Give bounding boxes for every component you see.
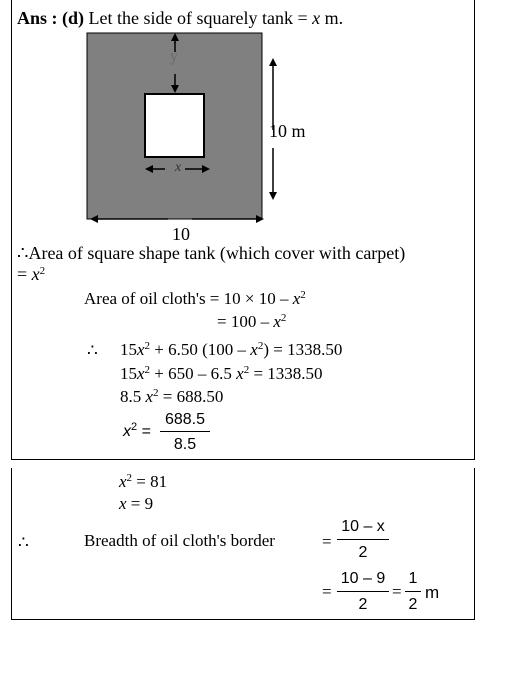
area-tank-line: ∴Area of square shape tank (which cover with carpet) <box>17 243 406 263</box>
eq-part: + 6.50 (100 – <box>150 340 251 359</box>
equation-line-1 <box>120 340 342 360</box>
eq-part: = 688.50 <box>158 387 224 406</box>
fraction-denominator: 8.5 <box>160 431 210 454</box>
eq-part: = 81 <box>132 472 168 491</box>
var-x: x <box>292 289 301 308</box>
var-x: x <box>119 494 127 513</box>
exp-2: 2 <box>300 289 306 301</box>
exp-2: 2 <box>126 472 133 484</box>
equation-line-2 <box>120 364 323 384</box>
breadth-label: Breadth of oil cloth's border <box>84 531 275 550</box>
fraction-denominator: 2 <box>337 539 389 562</box>
answer-text: Let the side of squarely tank = <box>88 8 313 28</box>
equals-sign: = <box>17 264 32 284</box>
equation-line-6 <box>119 494 153 514</box>
eq-part: 15 <box>120 340 137 359</box>
eq-part: = 9 <box>126 494 154 513</box>
fraction-numerator: 10 – x <box>341 518 385 535</box>
var-x: x <box>236 364 244 383</box>
oil-cloth-area-result <box>217 312 286 332</box>
fraction-10-minus-x <box>337 518 389 562</box>
var-x: x <box>137 340 145 359</box>
x-label: x <box>175 160 182 175</box>
eq-part: ) = 1338.50 <box>263 340 343 359</box>
equation-line-3 <box>120 387 223 407</box>
var-x: x <box>273 312 281 331</box>
exp-2: 2 <box>153 387 159 399</box>
tank-square <box>145 94 204 157</box>
var-x: x <box>123 423 131 440</box>
oil-cloth-area-line <box>84 289 306 309</box>
oil-cloth-expr2: = 100 – <box>217 312 274 331</box>
var-x: x <box>145 387 154 406</box>
answer-text-end: m. <box>320 8 344 28</box>
var-x: x <box>137 364 145 383</box>
fraction-denominator: 2 <box>405 591 421 614</box>
fraction-688-over-8 <box>160 411 210 454</box>
eq-part: 15 <box>120 364 137 383</box>
y-label: y <box>170 48 178 65</box>
exp-2: 2 <box>257 340 264 352</box>
side-label-right: 10 m <box>269 121 306 141</box>
answer-prefix: Ans : (d) <box>17 8 85 28</box>
exp-2: 2 <box>280 312 287 324</box>
exp-2: 2 <box>131 421 138 433</box>
exp-2: 2 <box>144 364 151 376</box>
answer-statement <box>17 8 343 29</box>
exp-2: 2 <box>39 265 46 277</box>
area-tank-value <box>17 264 45 285</box>
equation-line-5 <box>119 472 167 492</box>
side-label-bottom: 10 <box>172 224 190 244</box>
eq-part: 8.5 <box>120 387 146 406</box>
exp-2: 2 <box>243 364 250 376</box>
fraction-denominator: 2 <box>337 591 389 614</box>
breadth-equals-1: = <box>322 532 332 551</box>
breadth-unit: m <box>425 583 440 602</box>
eq-part: + 650 – 6.5 <box>150 364 237 383</box>
fraction-numerator: 1 <box>408 570 418 587</box>
fraction-1-over-2 <box>405 570 421 614</box>
therefore-symbol: ∴ <box>87 341 98 360</box>
fraction-numerator: 688.5 <box>164 411 206 428</box>
breadth-equals-2: = <box>322 582 332 601</box>
breadth-equals-3: = <box>392 582 402 601</box>
fraction-10-minus-9 <box>337 570 389 614</box>
var-x: x <box>119 472 127 491</box>
var-x: x <box>31 264 40 284</box>
oil-cloth-expr: Area of oil cloth's = 10 × 10 – <box>84 289 293 308</box>
equation-line-4-lhs: $x^2$ = <box>123 421 151 440</box>
eq-part: = 1338.50 <box>249 364 323 383</box>
exp-2: 2 <box>144 340 151 352</box>
answer-var: x <box>312 8 321 28</box>
fraction-numerator: 10 – 9 <box>340 570 386 587</box>
therefore-symbol-2: ∴ <box>18 533 29 552</box>
var-x: x <box>250 340 258 359</box>
